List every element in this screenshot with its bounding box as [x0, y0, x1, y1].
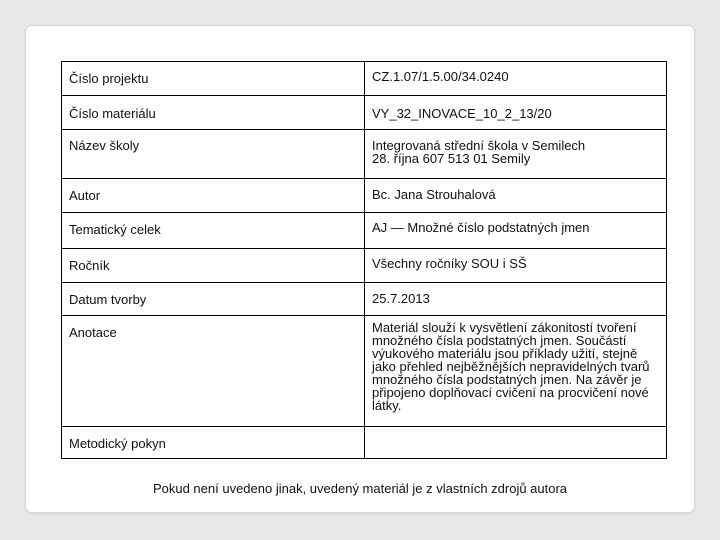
row-label-cislo-materialu: Číslo materiálu — [62, 96, 365, 130]
row-value-cislo-projektu: CZ.1.07/1.5.00/34.0240 — [365, 62, 667, 96]
table-row — [62, 427, 667, 459]
table-row — [62, 62, 667, 96]
row-value-metodicky-pokyn — [365, 427, 667, 459]
row-label-autor: Autor — [62, 179, 365, 213]
row-label-anotace: Anotace — [62, 316, 365, 427]
row-label-metodicky-pokyn: Metodický pokyn — [62, 427, 365, 459]
row-label-nazev-skoly: Název školy — [62, 130, 365, 179]
row-label-datum-tvorby: Datum tvorby — [62, 283, 365, 316]
table-row — [62, 283, 667, 316]
table-row — [62, 179, 667, 213]
table-row — [62, 130, 667, 179]
row-value-autor: Bc. Jana Strouhalová — [365, 179, 667, 213]
row-value-anotace: Materiál slouží k vysvětlení zákonitostí tvoření množného čísla podstatných jmen. Součástí výukového materiálu jsou příklady užití, stejně jako přehled nejběžnějších nepravidelných tvarů množného čísla podstatných jmen. Na závěr je připojeno doplňovací cvičení na procvičení nové látky. — [365, 316, 667, 427]
row-value-tematicky-celek: AJ — Množné číslo podstatných jmen — [365, 213, 667, 249]
row-value-rocnik: Všechny ročníky SOU i SŠ — [365, 249, 667, 283]
table-row — [62, 316, 667, 427]
row-value-cislo-materialu: VY_32_INOVACE_10_2_13/20 — [365, 96, 667, 130]
row-label-tematicky-celek: Tematický celek — [62, 213, 365, 249]
row-label-rocnik: Ročník — [62, 249, 365, 283]
table-row — [62, 249, 667, 283]
table-row — [62, 96, 667, 130]
footer-note: Pokud není uvedeno jinak, uvedený materiál je z vlastních zdrojů autora — [152, 481, 568, 496]
table-row — [62, 213, 667, 249]
slide — [26, 26, 694, 512]
row-label-cislo-projektu: Číslo projektu — [62, 62, 365, 96]
metadata-table — [61, 61, 667, 459]
row-value-datum-tvorby: 25.7.2013 — [365, 283, 667, 316]
row-value-nazev-skoly: Integrovaná střední škola v Semilech 28. října 607 513 01 Semily — [365, 130, 667, 179]
